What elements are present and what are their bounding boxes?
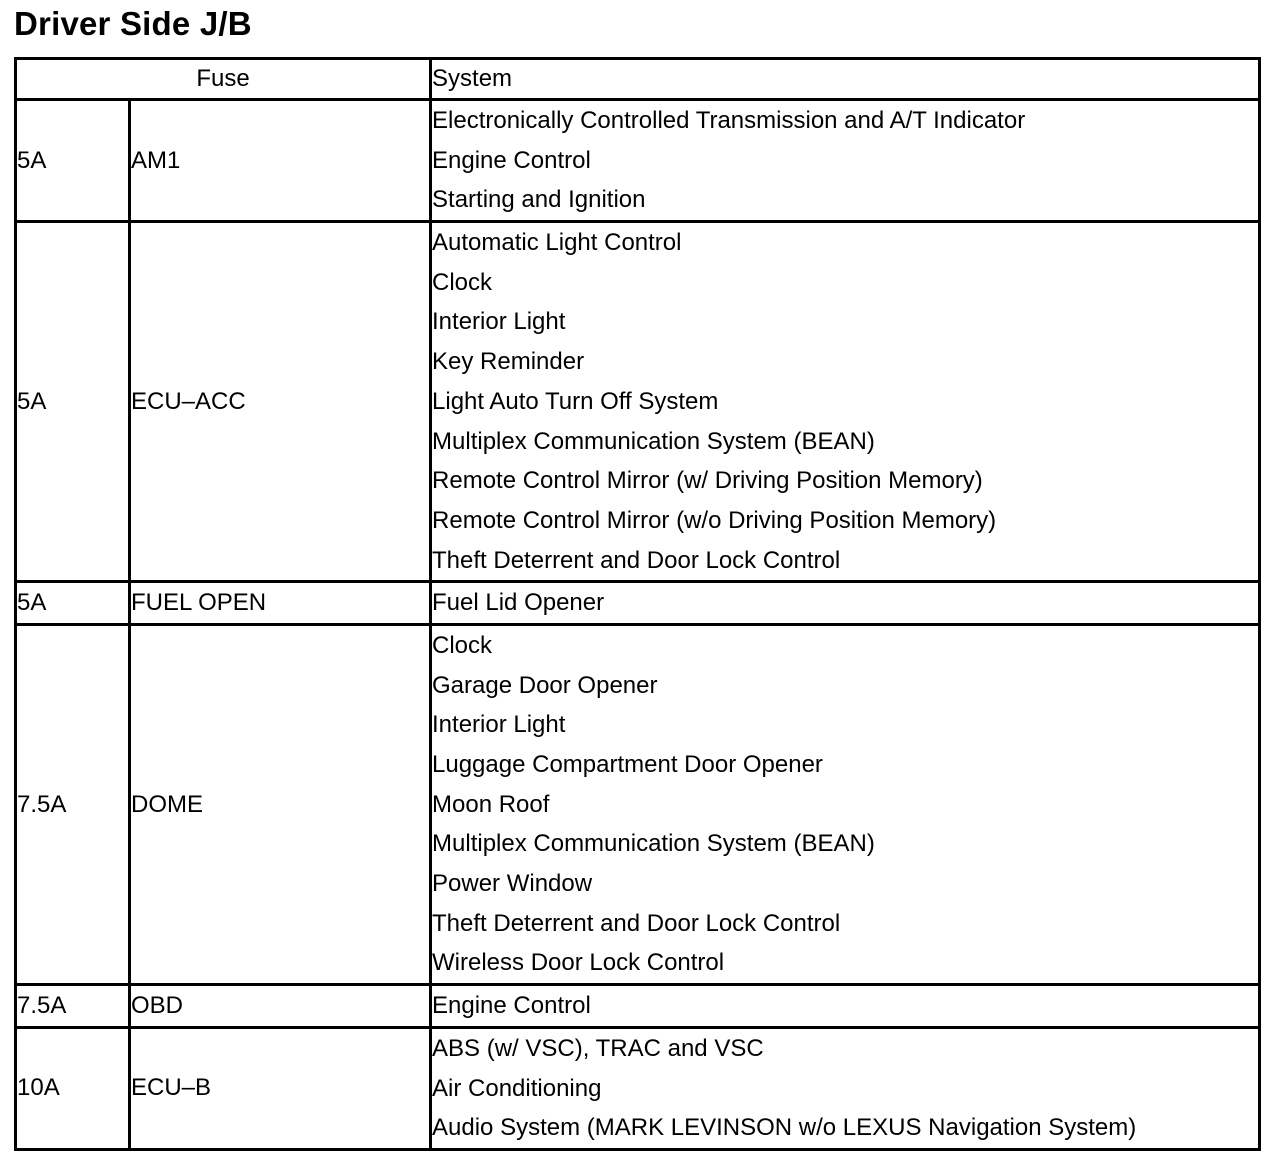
system-item: Electronically Controlled Transmission and A/T Indicator [432,107,1026,134]
system-list [431,100,1260,222]
table-row [16,985,1260,1028]
fuse-name: ECU–ACC [130,222,431,582]
table-row [16,582,1260,625]
system-item: Multiplex Communication System (BEAN) [432,830,875,858]
system-list [431,1027,1260,1149]
system-item: Engine Control [432,146,591,174]
table-row [16,100,1260,222]
system-item: Key Reminder [432,348,585,376]
system-item: Engine Control [432,992,591,1020]
fuse-column-header: Fuse [16,59,431,100]
table-row [16,1027,1260,1149]
system-item: Interior Light [432,308,566,336]
system-item: Remote Control Mirror (w/o Driving Position Memory) [432,506,997,534]
system-item: Light Auto Turn Off System [432,387,719,415]
fuse-rows [16,100,1260,1150]
fuse-name: ECU–B [130,1027,431,1149]
system-column-header: System [431,59,1260,100]
system-list [431,582,1260,625]
system-item: Air Conditioning [432,1074,602,1102]
system-item: Theft Deterrent and Door Lock Control [432,546,841,574]
system-list [431,985,1260,1028]
fuse-name: OBD [130,985,431,1028]
system-item: Starting and Ignition [432,186,646,214]
table-row [16,222,1260,582]
system-item: Automatic Light Control [432,229,682,257]
table-row [16,624,1260,984]
fuse-amperage: 5A [16,582,130,625]
system-list [431,624,1260,984]
system-item: Wireless Door Lock Control [432,949,725,977]
system-item: Remote Control Mirror (w/ Driving Position Memory) [432,467,983,495]
fuse-name: AM1 [130,100,431,222]
system-item: Fuel Lid Opener [432,589,605,617]
fuse-table [14,57,1261,1151]
system-item: Garage Door Opener [432,671,658,699]
system-item: Theft Deterrent and Door Lock Control [432,909,841,937]
fuse-amperage: 10A [16,1027,130,1149]
fuse-name: FUEL OPEN [130,582,431,625]
table-header-row [16,59,1260,100]
fuse-amperage: 5A [16,222,130,582]
system-item: ABS (w/ VSC), TRAC and VSC [432,1034,764,1062]
system-item: Clock [432,268,493,296]
system-item: Interior Light [432,711,566,739]
system-item: Audio System (MARK LEVINSON w/o LEXUS Navigation System) [432,1114,1137,1142]
system-item: Moon Roof [432,790,550,818]
system-list [431,222,1260,582]
fuse-amperage: 5A [16,100,130,222]
system-item: Clock [432,631,493,659]
system-item: Power Window [432,870,593,898]
fuse-amperage: 7.5A [16,985,130,1028]
system-item: Luggage Compartment Door Opener [432,751,823,778]
system-item: Multiplex Communication System (BEAN) [432,427,875,455]
fuse-amperage: 7.5A [16,624,130,984]
fuse-name: DOME [130,624,431,984]
page-title: Driver Side J/B [14,5,252,42]
